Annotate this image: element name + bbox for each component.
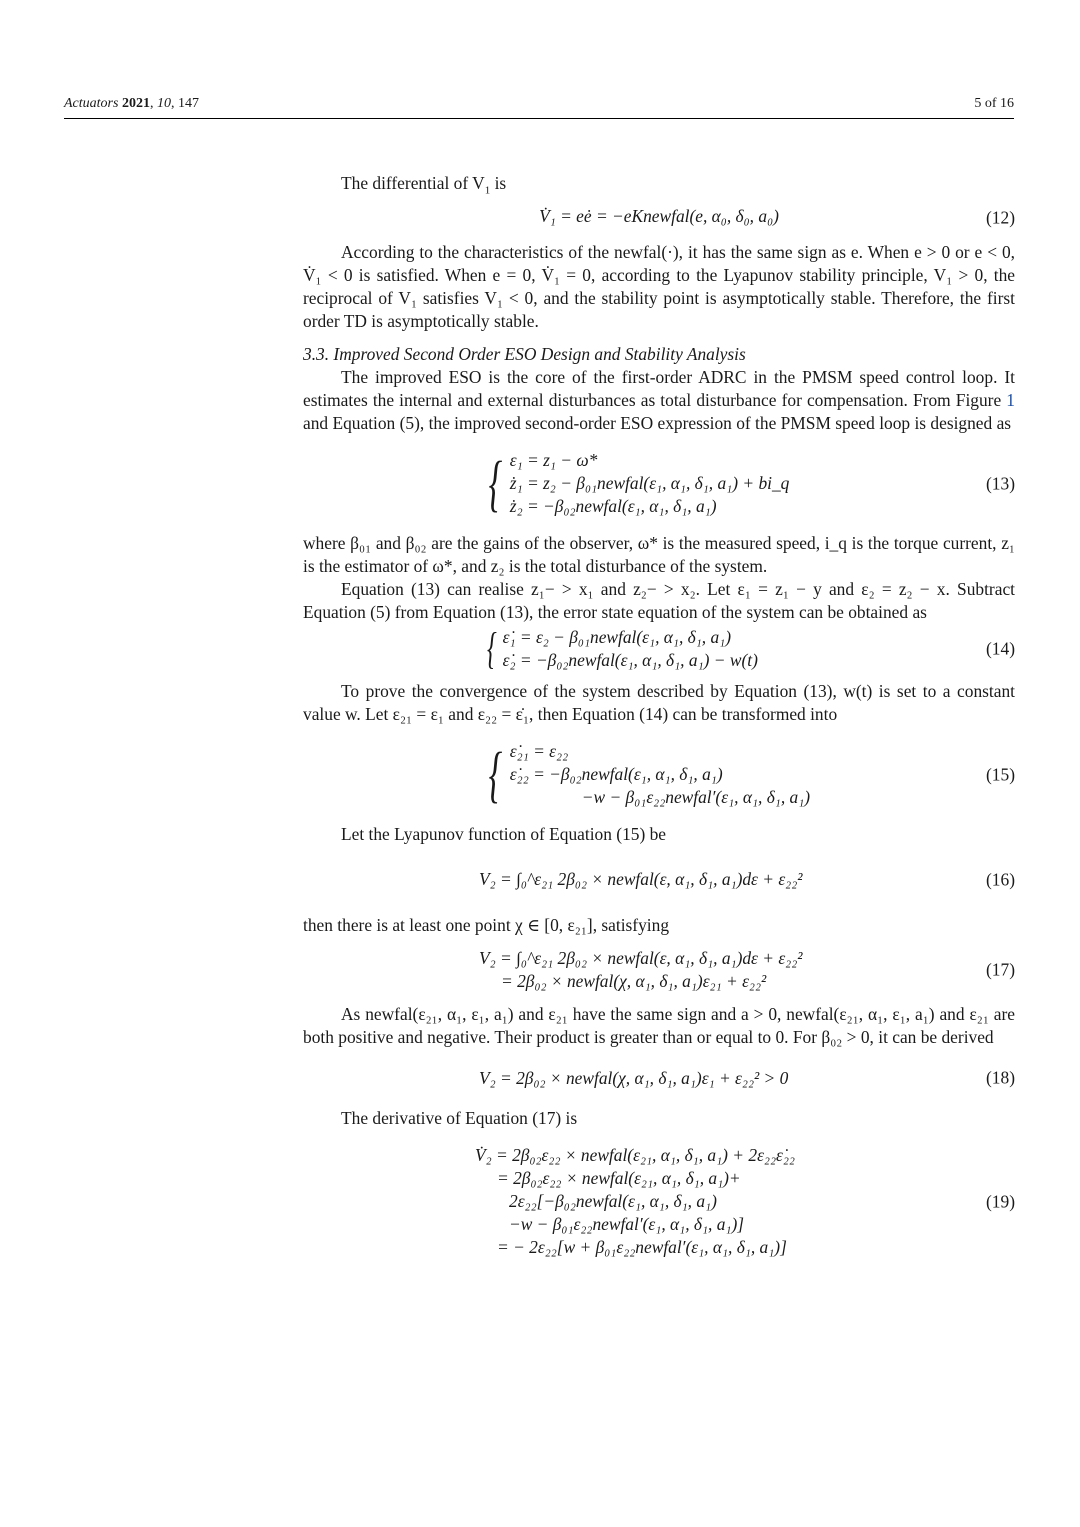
equation-17-number: (17) (986, 959, 1015, 980)
equation-13-line: ż₂ = −β₀₂newfal(ε₁, α₁, δ₁, a₁) (509, 496, 717, 516)
equation-14-number: (14) (986, 638, 1015, 659)
equation-12 (303, 205, 1015, 231)
equation-16-number: (16) (986, 869, 1015, 890)
equation-19-line: = 2β₀₂ε₂₂ × newfal(ε₂₁, α₁, δ₁, a₁)+ (497, 1168, 741, 1188)
page-header (64, 94, 1014, 119)
paragraph-2: According to the characteristics of the newfal(·), it has the same sign as e. When e > 0 or e < 0, V̇₁ < 0 is satisfied. When e = 0, V̇₁ = 0, according to the Lyapunov stability principle, V₁ > 0, the reciprocal of V₁ satisfies V₁ < 0, and the stability point is asymptotically stable. Therefore, the first order TD is asymptotically stable. (303, 242, 1015, 331)
equation-19-line: V̇₂ = 2β₀₂ε₂₂ × newfal(ε₂₁, α₁, δ₁, a₁) + 2ε₂₂ε̇₂₂ (475, 1145, 795, 1165)
left-brace: { (488, 449, 503, 518)
equation-15-line: ε̇₂₁ = ε₂₂ (509, 741, 569, 761)
equation-19-line: 2ε₂₂[−β₀₂newfal(ε₁, α₁, δ₁, a₁) (509, 1191, 717, 1211)
figure-link[interactable]: 1 (1006, 390, 1015, 410)
paragraph-1: The differential of $V_1$ is (341, 173, 507, 197)
equation-18-body: V₂ = 2β₀₂ × newfal(χ, α₁, δ₁, a₁)ε₁ + ε₂₂² > 0 (479, 1068, 789, 1088)
equation-13-line: ε₁ = z₁ − ω* (509, 450, 598, 470)
equation-17-line: V₂ = ∫₀^ε₂₁ 2β₀₂ × newfal(ε, α₁, δ₁, a₁)dε + ε₂₂² (479, 948, 803, 968)
journal-volume: 10 (156, 96, 171, 111)
section-heading: 3.3. Improved Second Order ESO Design and Stability Analysis (303, 344, 746, 364)
equation-14-line: ε̇₂ = −β₀₂newfal(ε₁, α₁, δ₁, a₁) − w(t) (502, 650, 758, 670)
paragraph-4: where β₀₁ and β₀₂ are the gains of the observer, ω* is the measured speed, i_q is the torque current, z₁ is the estimator of ω*, and z₂ is the total disturbance of the system. (303, 533, 1015, 576)
paragraph-5: Equation (13) can realise z₁− > x₁ and z₂− > x₂. Let ε₁ = z₁ − y and ε₂ = z₂ − x. Subtract Equation (5) from Equation (13), the error state equation of the system can be obtained as (303, 579, 1015, 622)
paragraph-7: Let the Lyapunov function of Equation (15) be (341, 824, 667, 844)
paragraph-6: To prove the convergence of the system described by Equation (13), w(t) is set to a constant value w. Let ε₂₁ = ε₁ and ε₂₂ = ε̇₁, then Equation (14) can be transformed into (303, 681, 1015, 724)
equation-17 (303, 947, 1015, 993)
equation-17-line: = 2β₀₂ × newfal(χ, α₁, δ₁, a₁)ε₂₁ + ε₂₂² (501, 971, 767, 991)
equation-19-number: (19) (986, 1191, 1015, 1211)
equation-12-body: V̇₁ = eė = −eKnewfal(e, α₀, δ₀, a₀) (539, 206, 779, 226)
paragraph-10: The derivative of Equation (17) is (341, 1108, 578, 1128)
equation-14 (303, 626, 1015, 672)
paragraph-8: then there is at least one point χ ∈ [0, ε₂₁], satisfying (303, 915, 670, 935)
left-brace: { (488, 740, 503, 809)
equation-15-number: (15) (986, 764, 1015, 784)
equation-15 (303, 740, 1015, 809)
paper-body (303, 172, 1015, 1273)
equation-12-number: (12) (986, 207, 1015, 228)
paragraph-3: The improved ESO is the core of the first-order ADRC in the PMSM speed control loop. It estimates the internal and external disturbances as total disturbance for compensation. From Figure 1 and Equation (5), the improved second-order ESO expression of the PMSM speed loop is designed as (303, 367, 1015, 433)
journal-year: 2021 (121, 96, 150, 111)
page-number: 5 of 16 (974, 96, 1014, 111)
article-number: 147 (177, 96, 199, 111)
equation-19-line: = − 2ε₂₂[w + β₀₁ε₂₂newfal′(ε₁, α₁, δ₁, a₁)] (497, 1237, 787, 1257)
equation-18 (303, 1063, 1015, 1093)
equation-13 (303, 449, 1015, 518)
equation-18-number: (18) (986, 1067, 1015, 1088)
equation-15-line: −w − β₀₁ε₂₂newfal′(ε₁, α₁, δ₁, a₁) (581, 787, 811, 807)
equation-19-line: −w − β₀₁ε₂₂newfal′(ε₁, α₁, δ₁, a₁)] (509, 1214, 745, 1234)
paragraph-9: As newfal(ε₂₁, α₁, ε₁, a₁) and ε₂₁ have the same sign and a > 0, newfal(ε₂₁, α₁, ε₁, a₁) and ε₂₁ are both positive and negative. Their product is greater than or equal to 0. For β₀₂ > 0, it can be derived (303, 1004, 1015, 1047)
journal-name: Actuators (64, 96, 119, 111)
equation-13-number: (13) (986, 473, 1015, 493)
equation-13-line: ż₁ = z₂ − β₀₁newfal(ε₁, α₁, δ₁, a₁) + bi_q (509, 473, 790, 493)
journal-citation: Actuators 2021, 10, 147 (64, 96, 199, 111)
equation-16-body: V₂ = ∫₀^ε₂₁ 2β₀₂ × newfal(ε, α₁, δ₁, a₁)dε + ε₂₂² (479, 869, 803, 889)
left-brace: { (486, 624, 497, 673)
equation-14-line: ε̇₁ = ε₂ − β₀₁newfal(ε₁, α₁, δ₁, a₁) (502, 627, 732, 647)
equation-15-line: ε̇₂₂ = −β₀₂newfal(ε₁, α₁, δ₁, a₁) (509, 764, 723, 784)
equation-19 (303, 1144, 1015, 1259)
equation-16 (303, 858, 1015, 902)
